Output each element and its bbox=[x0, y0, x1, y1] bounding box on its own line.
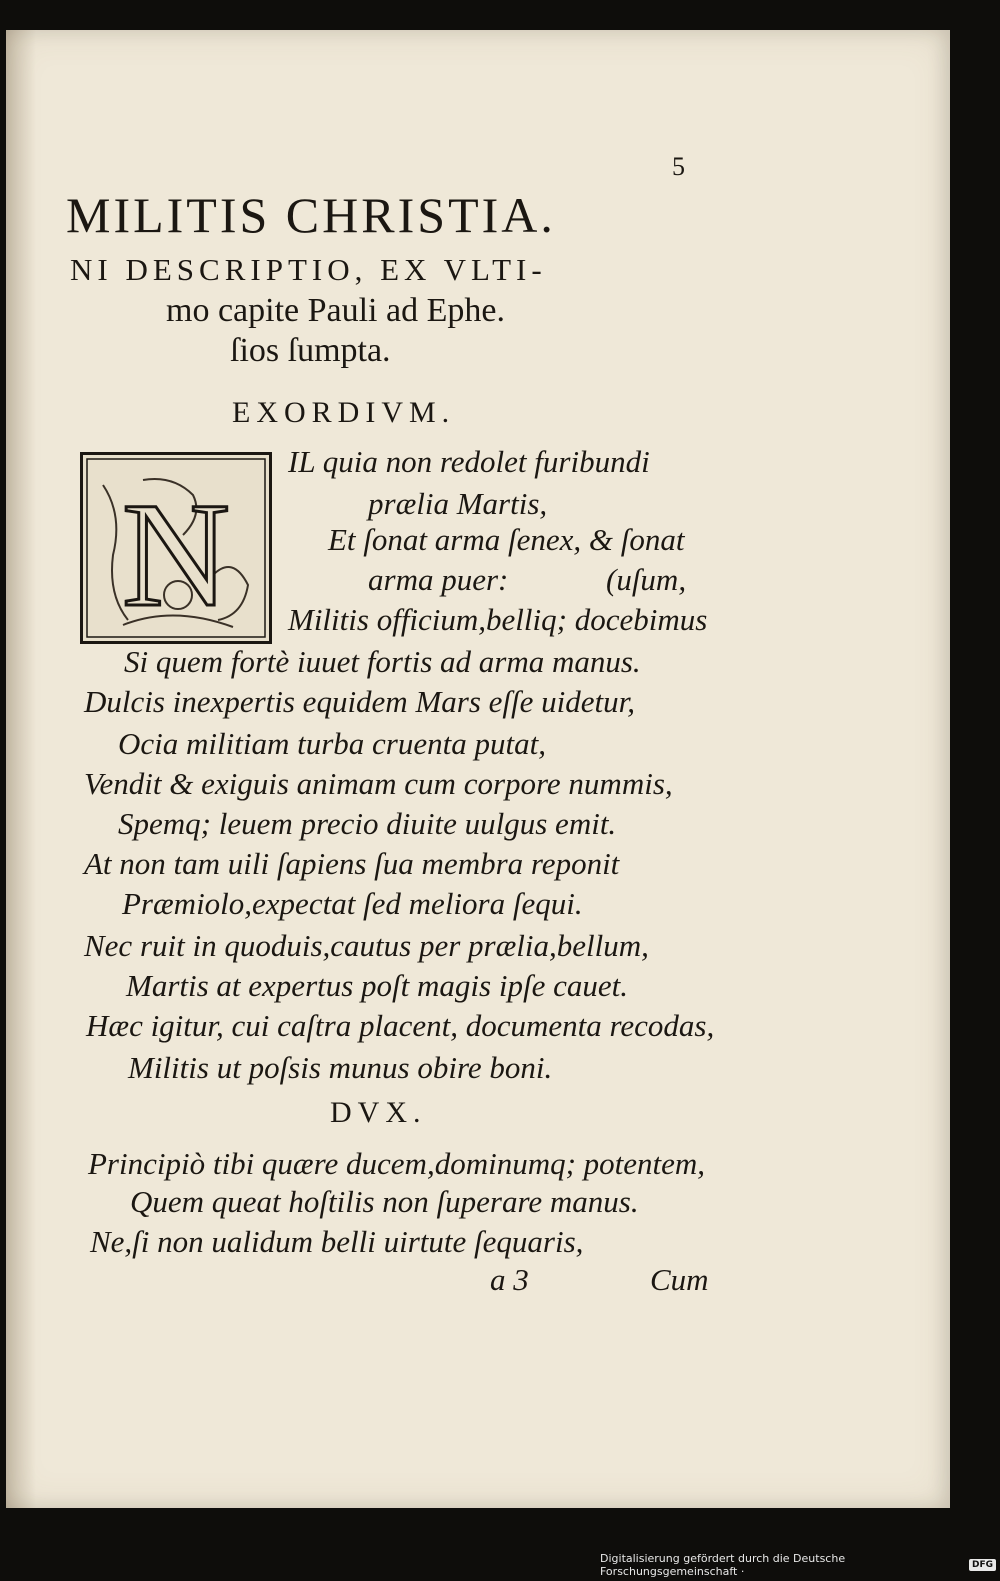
section-heading-exordium: EXORDIVM. bbox=[232, 396, 456, 429]
digitization-credit bbox=[600, 1554, 996, 1576]
poem-line: prælia Martis, bbox=[368, 486, 548, 521]
poem-line: Militis ut poſsis munus obire boni. bbox=[128, 1050, 553, 1085]
poem-line: arma puer: bbox=[368, 562, 509, 597]
poem-line: Hæc igitur, cui caſtra placent, documenta recodas, bbox=[86, 1008, 715, 1043]
poem-line: Et ſonat arma ſenex, & ſonat bbox=[328, 522, 685, 557]
decorated-initial-n bbox=[80, 452, 272, 644]
title-line-1: MILITIS CHRISTIA. bbox=[66, 187, 556, 243]
poem-line: Martis at expertus poſt magis ipſe cauet. bbox=[126, 968, 628, 1003]
credit-text: Digitalisierung gefördert durch die Deutsche Forschungsgemeinschaft · bbox=[600, 1552, 846, 1578]
title-line-2: NI DESCRIPTIO, EX VLTI- bbox=[70, 252, 547, 287]
poem-line: Principiò tibi quære ducem,dominumq; potentem, bbox=[88, 1146, 706, 1181]
poem-line: Ocia militiam turba cruenta putat, bbox=[118, 726, 546, 761]
page-number: 5 bbox=[672, 152, 685, 181]
poem-line: IL quia non redolet furibundi bbox=[288, 444, 650, 479]
poem-line: Nec ruit in quoduis,cautus per prælia,bellum, bbox=[84, 928, 649, 963]
poem-line: At non tam uili ſapiens ſua membra reponit bbox=[84, 846, 620, 881]
poem-line: Spemq; leuem precio diuite uulgus emit. bbox=[118, 806, 617, 841]
signature-mark: a 3 bbox=[490, 1262, 529, 1297]
woodcut-illustration-icon bbox=[83, 455, 269, 641]
page-gutter-shadow bbox=[6, 30, 36, 1508]
initial-letter: N bbox=[121, 472, 231, 638]
poem-line: (uſum, bbox=[606, 562, 687, 597]
poem-line: Si quem fortè iuuet fortis ad arma manus. bbox=[124, 644, 641, 679]
poem-line: Præmiolo,expectat ſed meliora ſequi. bbox=[122, 886, 583, 921]
section-heading-dux: DVX. bbox=[330, 1096, 427, 1129]
poem-line: Ne,ſi non ualidum belli uirtute ſequaris, bbox=[90, 1224, 584, 1259]
poem-line: Vendit & exiguis animam cum corpore nummis, bbox=[84, 766, 673, 801]
poem-line: Dulcis inexpertis equidem Mars eſſe uidetur, bbox=[84, 684, 636, 719]
title-line-4: ſios ſumpta. bbox=[230, 332, 391, 369]
title-line-3: mo capite Pauli ad Ephe. bbox=[166, 292, 505, 329]
poem-line: Militis officium,belliq; docebimus bbox=[288, 602, 708, 637]
dfg-logo-icon: DFG bbox=[969, 1559, 996, 1571]
catchword: Cum bbox=[650, 1262, 709, 1297]
poem-line: Quem queat hoſtilis non ſuperare manus. bbox=[130, 1184, 639, 1219]
